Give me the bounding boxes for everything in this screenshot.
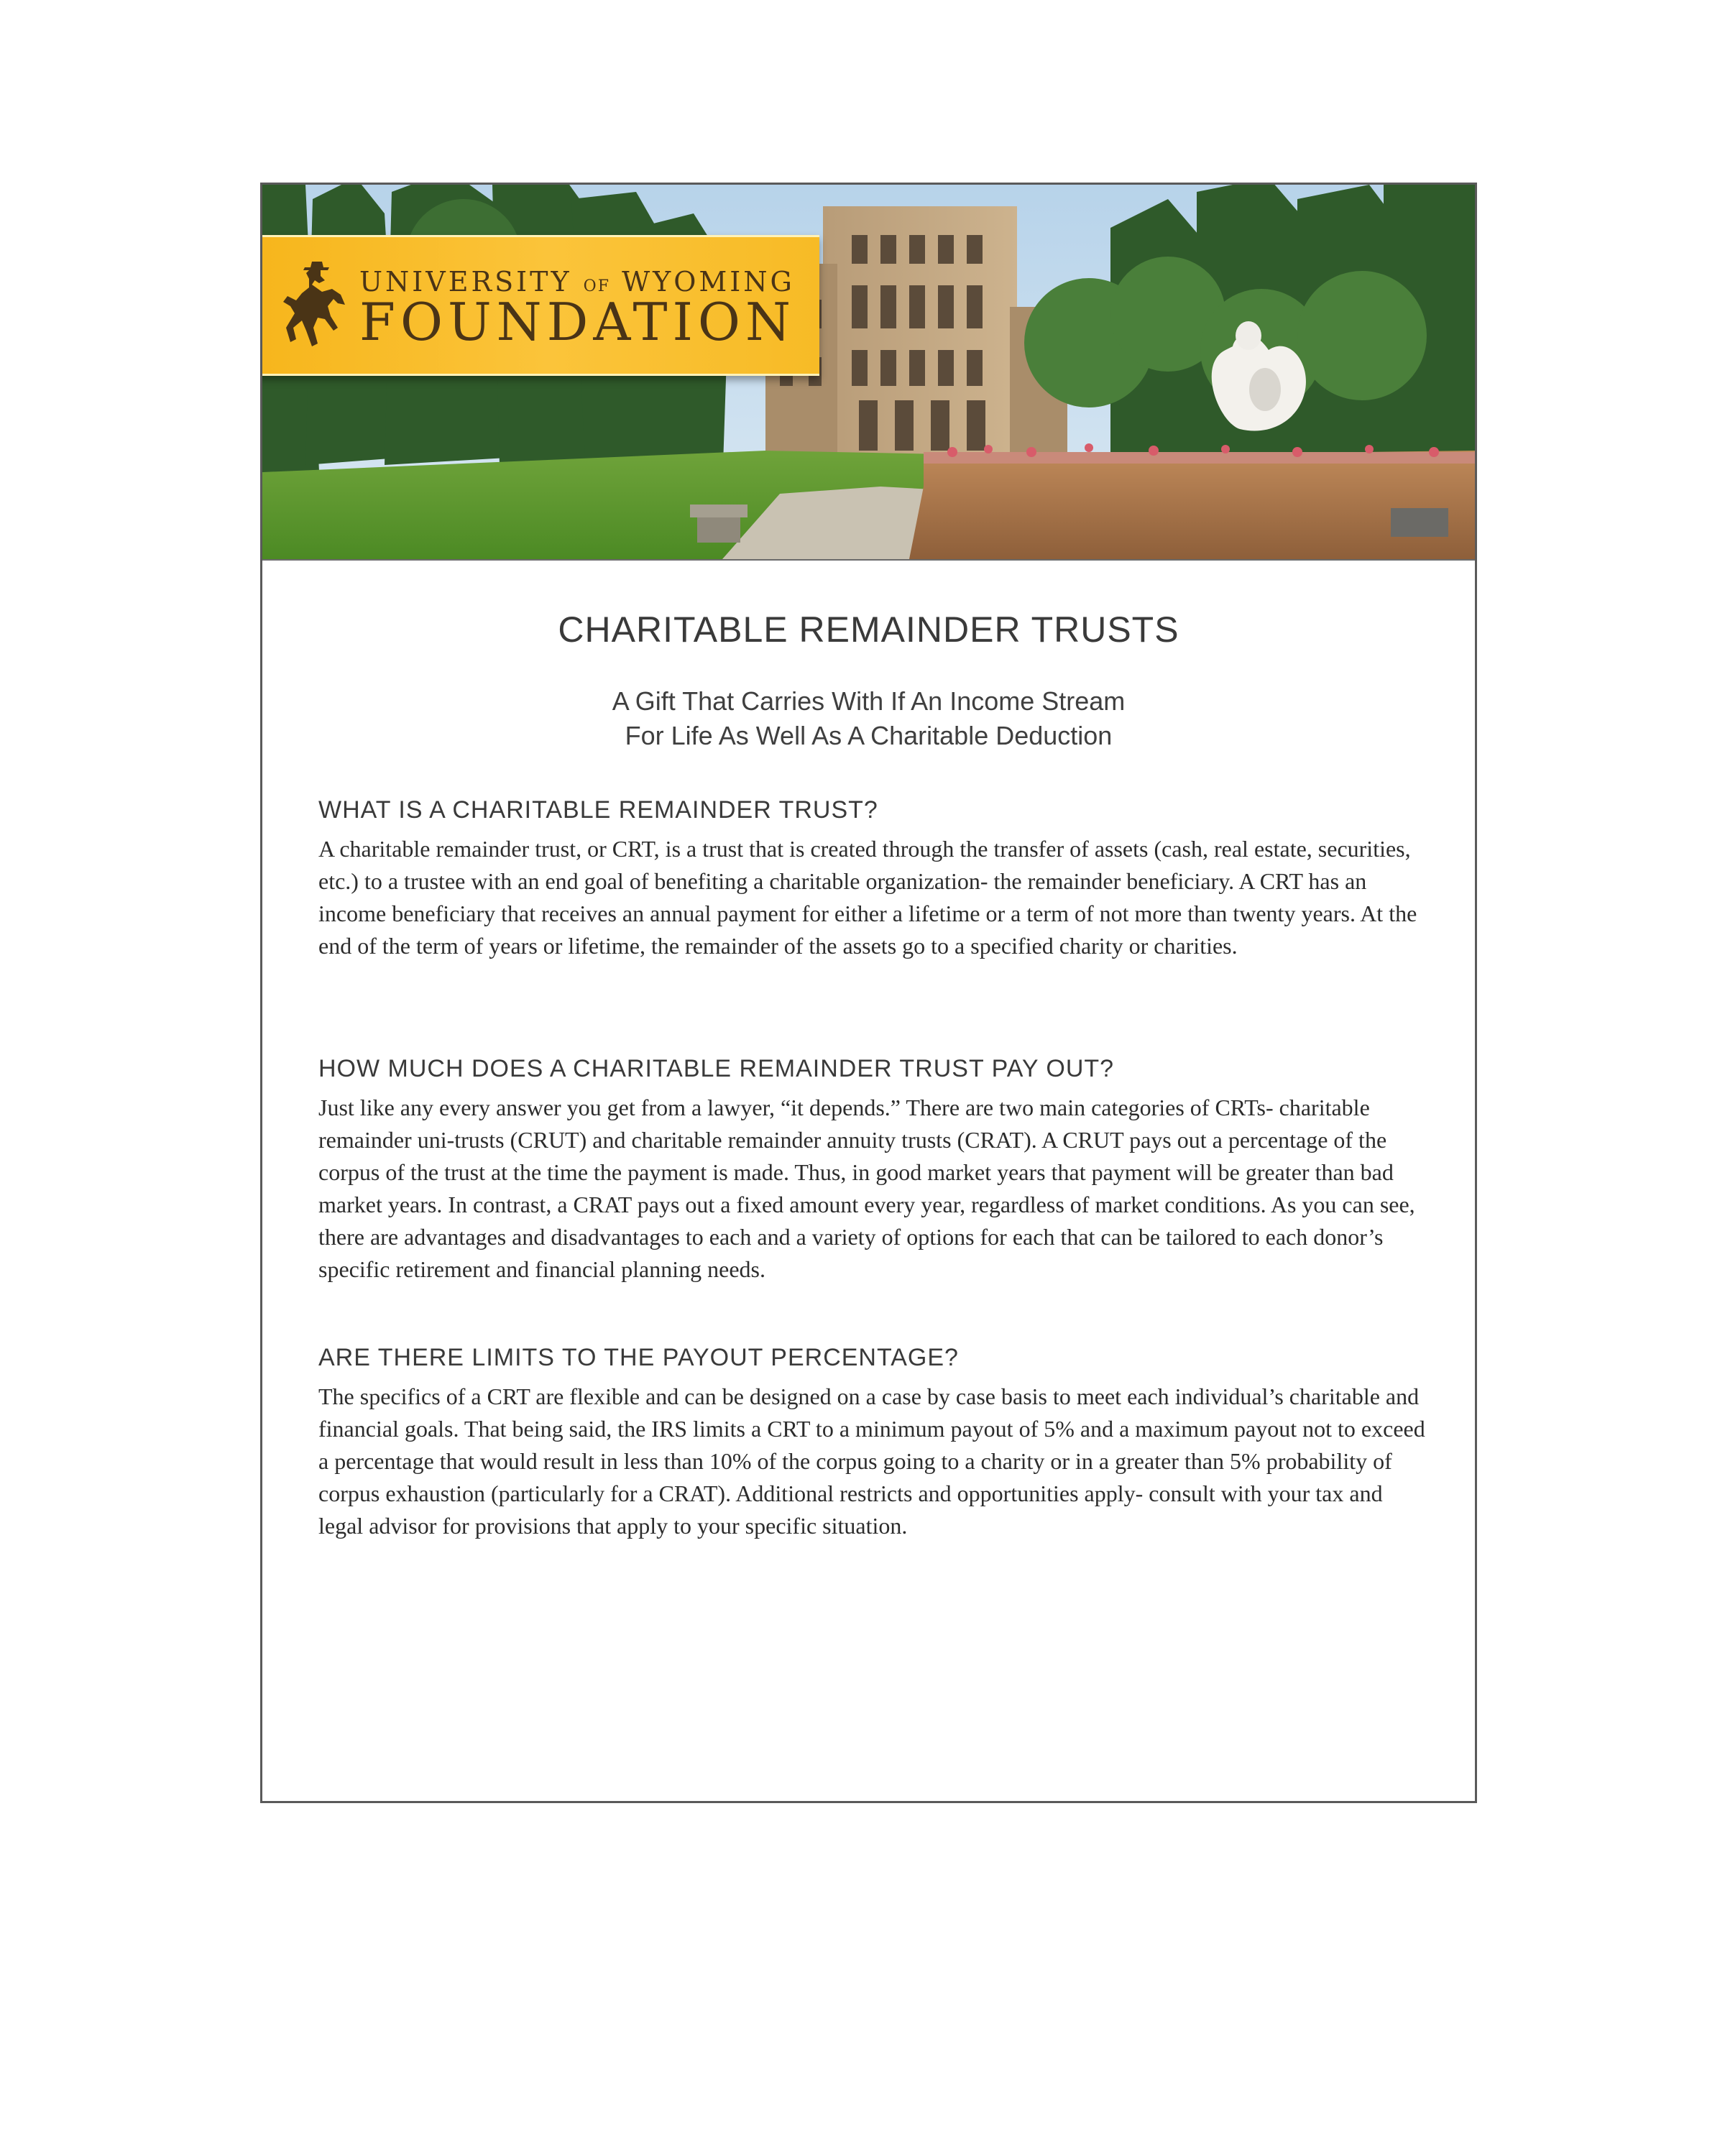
bucking-horse-icon [280,259,349,354]
section-heading: HOW MUCH DOES A CHARITABLE REMAINDER TRUST PAY OUT? [318,1055,1115,1082]
section-payout [318,1054,1425,1286]
section-limits [318,1343,1425,1542]
page-subtitle [262,684,1475,753]
section-heading: WHAT IS A CHARITABLE REMAINDER TRUST? [318,796,878,824]
section-heading: ARE THERE LIMITS TO THE PAYOUT PERCENTAGE? [318,1344,959,1371]
section-body: Just like any every answer you get from a lawyer, “it depends.” There are two main categories of CRTs- charitable remainder uni-trusts (CRUT) and charitable remainder annuity trusts (CRAT). A CRUT pays out a percentage of the corpus of the trust at the time the payment is made. Thus, in good market years that payment will be greater than bad market years. In contrast, a CRAT pays out a fixed amount every year, regardless of market conditions. As you can see, there are advantages and disadvantages to each and a variety of options for each that can be tailored to each donor’s specific retirement and financial planning needs. [318,1095,1415,1282]
logo-university: UNIVERSITY OF WYOMING [359,266,795,298]
subtitle-line-1: A Gift That Carries With If An Income Stream [612,686,1126,716]
logo-foundation: FOUNDATION [359,292,796,352]
header-banner [262,185,1475,561]
section-what-is-crt [318,796,1425,962]
subtitle-line-2: For Life As Well As A Charitable Deduction [625,721,1113,750]
foundation-logo [262,235,819,376]
section-body: The specifics of a CRT are flexible and can be designed on a case by case basis to meet each individual’s charitable and financial goals. That being said, the IRS limits a CRT to a minimum payout of 5% and a maximum payout not to exceed a percentage that would result in less than 10% of the corpus going to a charity or in a greater than 5% probability of corpus exhaustion (particularly for a CRAT). Additional restricts and opportunities apply- consult with your tax and legal advisor for provisions that apply to your specific situation. [318,1383,1425,1539]
document-frame [260,183,1477,1803]
page-title: CHARITABLE REMAINDER TRUSTS [558,609,1179,650]
section-body: A charitable remainder trust, or CRT, is a trust that is created through the transfer of assets (cash, real estate, securities, etc.) to a trustee with an end goal of benefiting a charitable organization- the remainder beneficiary. A CRT has an income beneficiary that receives an annual payment for either a lifetime or a term of not more than twenty years. At the end of the term of years or lifetime, the remainder of the assets go to a specified charity or charities. [318,836,1417,959]
